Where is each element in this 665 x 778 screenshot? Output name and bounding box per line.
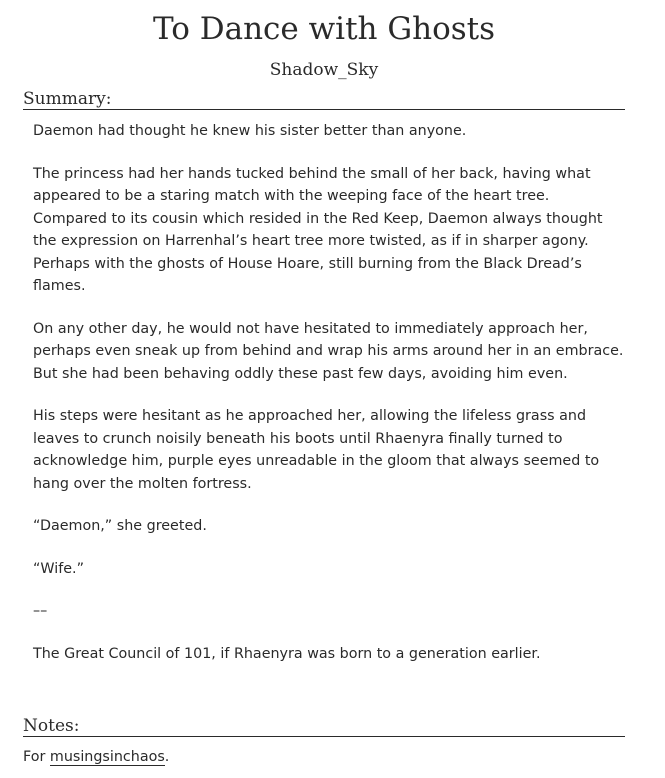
- summary-paragraph: His steps were hesitant as he approached her, allowing the lifeless grass and leaves to crunch noisily beneath his boots until Rhaenyra finally turned to acknowledge him, purple eyes unreadable in the gloom that always seemed to hang over the molten fortress.: [33, 408, 600, 492]
- work-author[interactable]: Shadow_Sky: [269, 60, 379, 80]
- summary-paragraph: The Great Council of 101, if Rhaenyra was born to a generation earlier.: [33, 645, 541, 662]
- notes-prefix: For: [23, 749, 50, 765]
- work-title: To Dance with Ghosts: [152, 11, 496, 47]
- notes-suffix: .: [164, 749, 170, 765]
- summary-paragraph: The princess had her hands tucked behind the small of her back, having what appeared to be a staring match with the weeping face of the heart tree. Compared to its cousin which resided in the Red Keep, Daemon always thought the expression on Harrenhal’s heart tree more twisted, as if in sharper agony. Perhaps with the ghosts of House Hoare, still burning from the Black Dread’s flames.: [33, 165, 603, 294]
- summary-heading: Summary:: [23, 89, 625, 110]
- summary-paragraph: “Wife.”: [33, 560, 84, 577]
- musingsinchaos-link[interactable]: musingsinchaos: [49, 749, 165, 765]
- summary-paragraph: Daemon had thought he knew his sister better than anyone.: [33, 123, 467, 139]
- summary-paragraph: “Daemon,” she greeted.: [33, 518, 207, 534]
- summary-paragraph: On any other day, he would not have hesitated to immediately approach her, perhaps even sneak up from behind and wrap his arms around her in an embrace. But she had been behaving oddly these past few days, avoiding him even.: [33, 320, 624, 382]
- summary-body: [33, 120, 625, 685]
- notes-heading: Notes:: [23, 716, 625, 737]
- notes-body: [23, 746, 625, 768]
- summary-paragraph: ––: [33, 603, 48, 619]
